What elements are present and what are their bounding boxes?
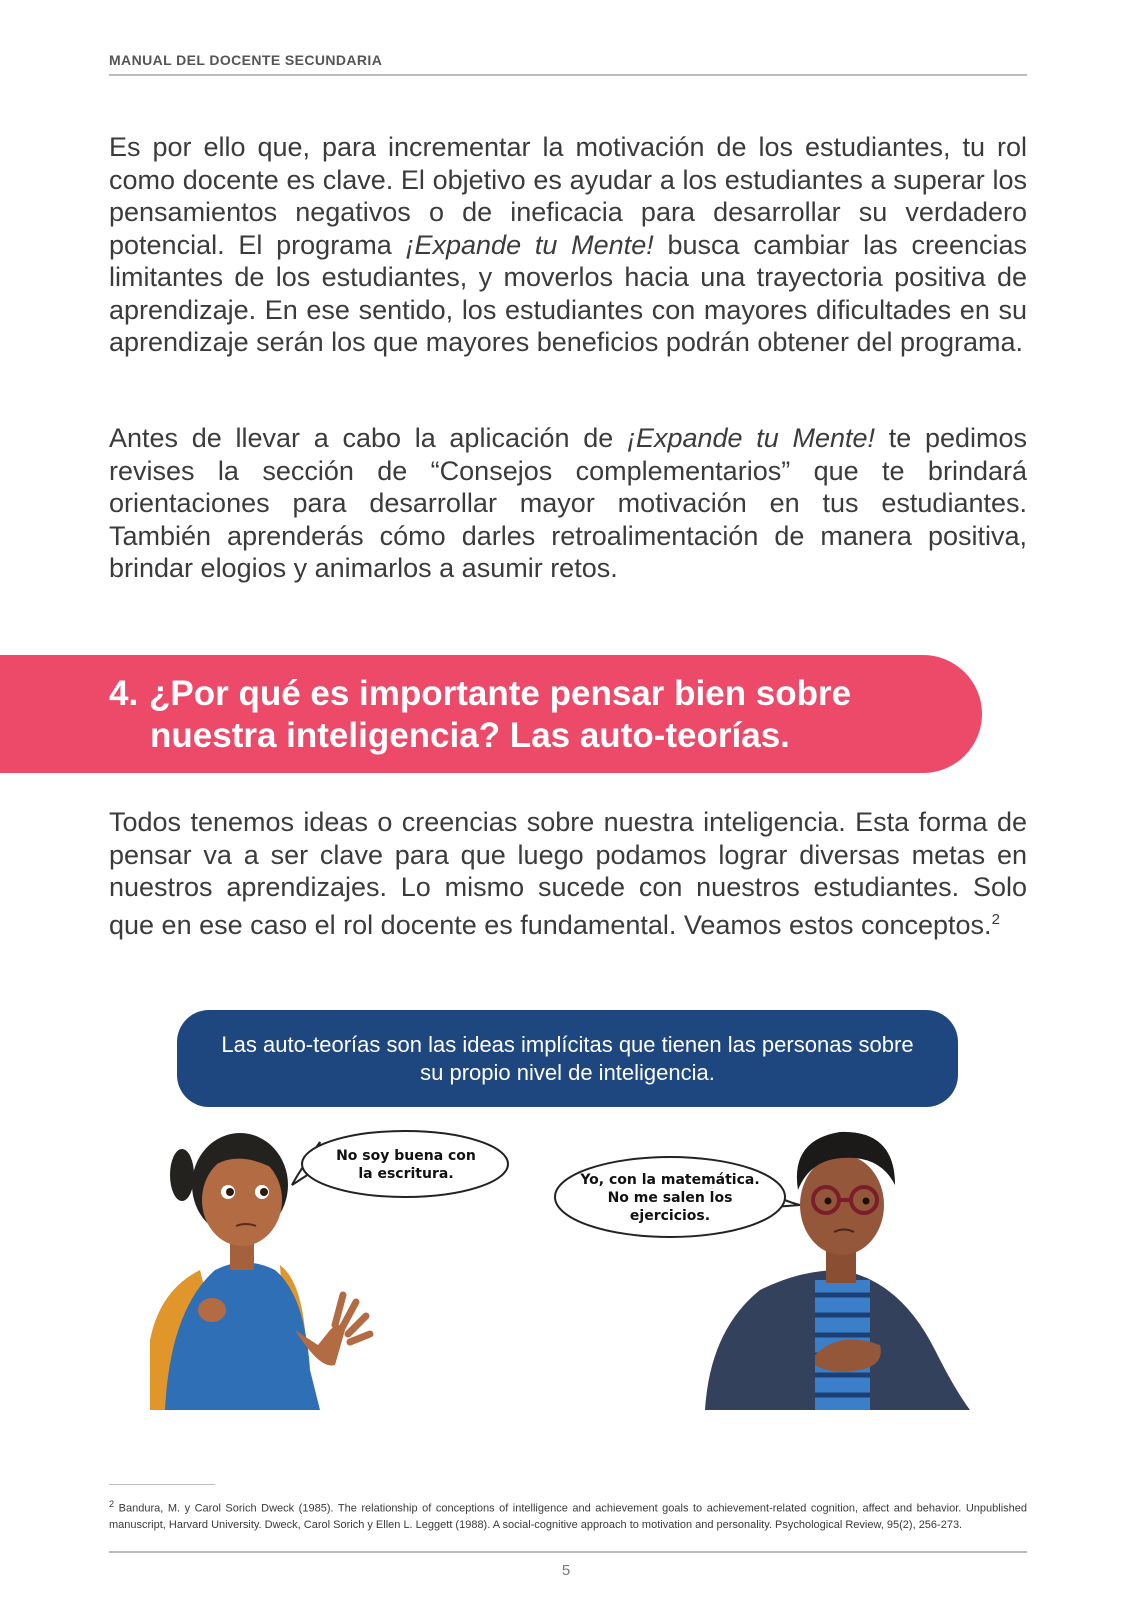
footnote-marker: 2 (109, 1499, 115, 1509)
footnote (109, 1496, 1027, 1533)
section-title-line-1: ¿Por qué es importante pensar bien sobre (149, 674, 852, 713)
section-heading (109, 673, 969, 757)
boy-speech-line-1: Yo, con la matemática. (580, 1172, 760, 1188)
paragraph-motivation (109, 131, 1027, 359)
students-illustration (0, 1130, 1132, 1440)
page-number: 5 (561, 1562, 571, 1579)
girl-speech-line-1: No soy buena con (336, 1148, 476, 1164)
section-number: 4. (109, 674, 139, 713)
section-title-line-2: nuestra inteligencia? Las auto-teorías. (150, 716, 790, 755)
boy-speech-line-2: No me salen los (607, 1190, 733, 1206)
definition-callout (177, 1010, 958, 1107)
callout-text: Las auto-teorías son las ideas implícitas que tienen las personas sobre su propio nivel de inteligencia. (221, 1031, 914, 1085)
girl-speech-line-2: la escritura. (358, 1166, 454, 1182)
paragraph-text: te pedimos revises la sección de “Consejos complementarios” que te brindará orientaciones para desarrollar mayor motivación en tus estudiantes. También aprenderás cómo darles retroalimentación de manera positiva, brindar elogios y animarlos a asumir retos. (109, 423, 1028, 583)
boy-speech-bubble (555, 1157, 800, 1237)
program-name: ¡Expande tu Mente! (626, 423, 876, 453)
program-name: ¡Expande tu Mente! (405, 229, 654, 260)
paragraph-before-applying (109, 422, 1027, 585)
paragraph-text: busca cambiar las creencias limitantes de los estudiantes, y moverlos hacia una trayectoria positiva de aprendizaje. En ese sentido, los estudiantes con mayores dificultades en su aprendizaje serán los que mayores beneficios podrán obtener del programa. (109, 229, 1027, 357)
boy-speech-line-3: ejercicios. (629, 1208, 711, 1224)
running-header: MANUAL DEL DOCENTE SECUNDARIA (109, 52, 1027, 76)
footnote-separator (109, 1484, 215, 1485)
girl-speech-bubble (292, 1131, 508, 1197)
paragraph-text: Todos tenemos ideas o creencias sobre nuestra inteligencia. Esta forma de pensar va a ser clave para que luego podamos lograr diversas metas en nuestros aprendizajes. Lo mismo sucede con nuestros estudiantes. Solo que en ese caso el rol docente es fundamental. Veamos estos conceptos. (109, 807, 1027, 940)
footnote-reference: 2 (991, 910, 1000, 928)
paragraph-text: Antes de llevar a cabo la aplicación de (109, 423, 627, 453)
footnote-text: Bandura, M. y Carol Sorich Dweck (1985). The relationship of conceptions of intelligence and achievement goals to achievement-related cognition, affect and behavior. Unpublished manuscript, Harvard University. Dweck, Carol Sorich y Ellen L. Leggett (1988). A social-cognitive approach to motivation and personality. Psychological Review, 95(2), 256-273. (109, 1502, 1027, 1531)
paragraph-ideas (109, 806, 1027, 941)
paragraph-text: Es por ello que, para incrementar la motivación de los estudiantes, tu rol como docente es clave. El objetivo es ayudar a los estudiantes a superar los pensamientos negativos o de ineficacia para desarrollar su verdadero potencial. El programa (109, 132, 1027, 260)
footer-rule (109, 1551, 1027, 1553)
